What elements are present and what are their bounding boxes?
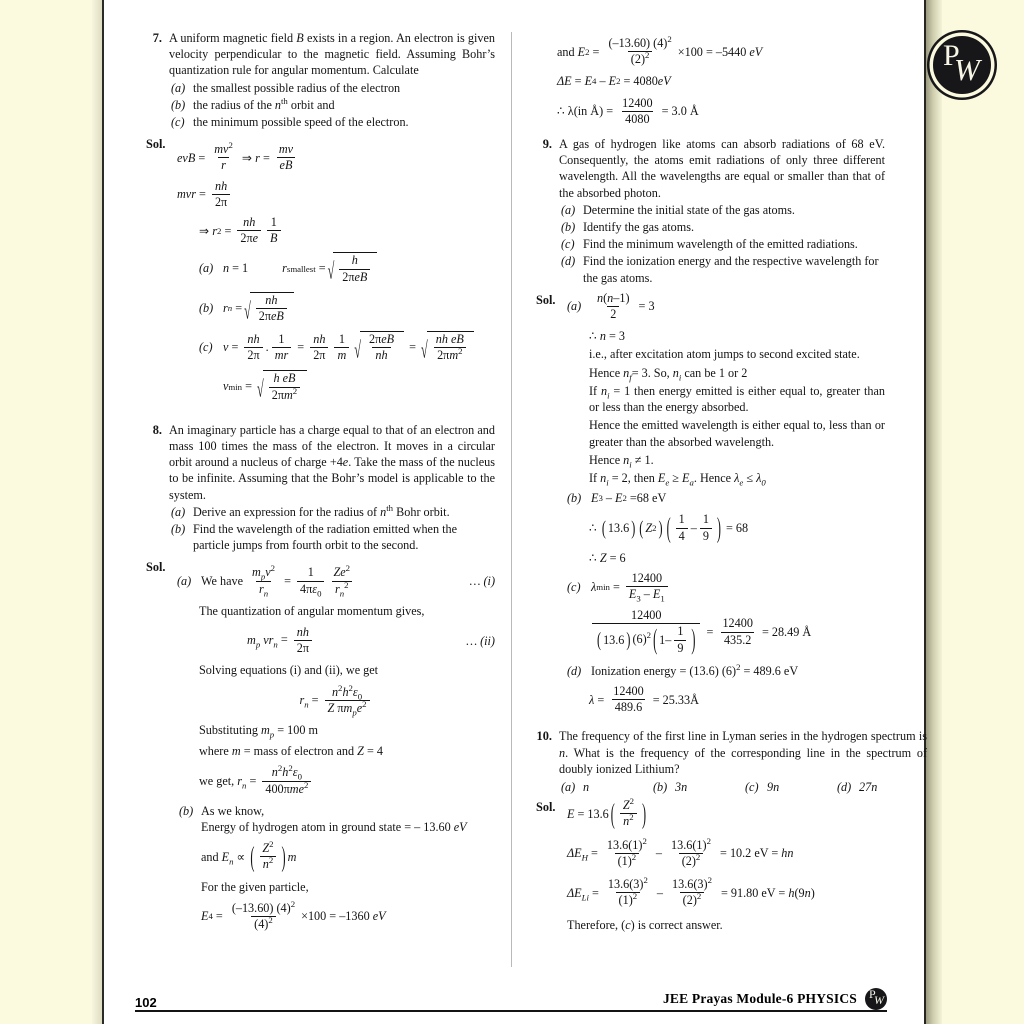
eq-label-b: (b)	[567, 491, 582, 506]
E4-mult: ×100	[301, 909, 327, 924]
eq-tag-ii: … (ii)	[466, 633, 495, 648]
part-label-a: (a)	[171, 80, 186, 95]
part-label-c: (c)	[561, 237, 575, 252]
eq-8-E4: E 4 = $\frac{(-13.60) (4)^2}{(4)^2}$ ×100 = –1360 eV	[201, 898, 386, 931]
part-label-b: (b)	[171, 97, 186, 112]
lambda-result: = 3.0 Å	[661, 104, 699, 119]
footer-brand	[663, 988, 887, 1010]
substituting-text: Substituting $m_p = 100$ m	[199, 722, 318, 740]
left-column	[143, 30, 495, 938]
we-have-text: We have	[201, 574, 243, 589]
question-9-part-b	[559, 219, 885, 235]
option-b-text: 3n	[675, 780, 688, 795]
eq-7-1: evB = $\frac{mv^2}{r}$ ⇒ r = $\frac{mv}{eB}$	[177, 143, 495, 172]
pw-logo	[933, 36, 991, 94]
question-8-text: An imaginary particle has a charge equal to that of an electron and mass 100 times the mass of the electron. It moves in a circular orbit around a nucleus of charge +4e. Take the mass of the nucleus to be infinite. Assuming that the Bohr’s model is applicable to the system.	[169, 422, 495, 502]
ie-text: i.e., after excitation atom jumps to second excited state.	[589, 347, 860, 362]
left-page-shadow	[92, 0, 102, 1024]
option-label-a: (a)	[561, 780, 576, 795]
question-8-part-b	[169, 521, 495, 553]
question-7-part-b	[169, 97, 495, 113]
question-8-number: 8.	[152, 422, 162, 437]
eq-9-c: (c) λ min = $\frac{12400}{E_3 - E_1}$	[567, 572, 885, 601]
question-7-part-a	[169, 80, 495, 96]
option-d-text: 27n	[859, 780, 878, 795]
part-a-text: the smallest possible radius of the electron	[193, 80, 401, 95]
n-eq-text: ∴ n = 3	[589, 329, 625, 344]
question-10	[533, 728, 927, 795]
solution-9	[533, 292, 885, 721]
part-c-text: the minimum possible speed of the electron.	[193, 115, 409, 130]
solution-8-continued	[533, 33, 885, 126]
book-title: JEE Prayas Module-6 PHYSICS	[662, 991, 857, 1006]
part-b-text: the radius of the $n^{th}$ orbit and	[193, 95, 335, 112]
question-7	[143, 30, 495, 130]
question-9-number: 9.	[542, 136, 552, 151]
E2-value: = –5440 eV	[705, 44, 763, 59]
option-label-b: (b)	[653, 780, 668, 795]
eq-7a-n: n	[223, 261, 230, 276]
part-label-c: (c)	[171, 115, 185, 130]
eq-label-a: (a)	[177, 574, 192, 589]
if-ni2-text: If $n_i = 2$, then $E_e \ge E_a$. Hence $\lambda_e \le \lambda_0$	[589, 470, 766, 488]
quantization-text: The quantization of angular momentum gives,	[199, 603, 425, 618]
c-den2: 435.2	[721, 632, 754, 647]
d-result: = 25.33Å	[652, 692, 699, 707]
part-label-b: (b)	[561, 220, 576, 234]
eq-8-ii: $m_p$ $vr_n$ = $\frac{nh}{2\pi}$ … (ii)	[247, 625, 495, 656]
and-text: and	[201, 849, 219, 864]
hence-nf-text: Hence $n_f= 3$. So, $n_i$ can be 1 or 2	[589, 365, 748, 383]
d-ion-text: Ionization energy = (13.6) $(6)^2 = 489.6$ eV	[591, 661, 799, 678]
if-ni1-text: If $n_i = 1$ then energy emitted is either equal to, greater than or less than the energy absorbed.	[589, 383, 885, 415]
part-b-text: Find the wavelength of the radiation emitted when the particle jumps from fourth orbit to the second.	[193, 522, 457, 553]
eq-7-vmin: v min = √ $\frac{\text{h eB}}{2\pi m^2}$	[177, 370, 495, 402]
question-7-part-c	[169, 114, 495, 130]
question-9	[533, 136, 885, 286]
c-num: 12400	[631, 570, 663, 585]
eq-10-EH: $\Delta E_H$ = $\frac{13.6(1)^2}{(1)^2}$ – $\frac{13.6(1)^2}{(2)^2}$ = 10.2 eV = hn	[567, 835, 794, 868]
lambda-den: 4080	[622, 111, 652, 126]
part-label-a: (a)	[171, 504, 186, 519]
part-label-d: (d)	[561, 254, 576, 269]
part-a-text: Determine the initial state of the gas atoms.	[583, 202, 795, 217]
eq-9-b: (b) E 3 – E 2 =68 eV	[567, 491, 667, 506]
question-10-text: The frequency of the first line in Lyman series in the hydrogen spectrum is n. What is the frequency of the corresponding line in the spectrum of doubly ionized Lithium?	[559, 729, 927, 776]
eq-label-a: (a)	[567, 299, 582, 314]
conclusion-text: Therefore, (c) is correct answer.	[567, 918, 723, 933]
eq-tag-i: … (i)	[469, 574, 495, 589]
footer-rule	[135, 1010, 887, 1012]
eq-label-b: (b)	[199, 300, 214, 315]
eq-9b-rhs: = 68	[726, 520, 749, 535]
solution-7-label: Sol.	[146, 137, 166, 152]
d-den: 489.6	[612, 699, 645, 714]
lambda-label: ∴ λ(in Å) =	[557, 104, 614, 119]
solution-8-part-b	[177, 803, 495, 938]
page-number: 102	[135, 995, 157, 1010]
where-text: where m = mass of electron and Z = 4	[199, 744, 384, 759]
hence-ni-text: Hence $n_i \ne 1$.	[589, 452, 654, 470]
hence-emitted-text: Hence the emitted wavelength is either equal to, less than or greater than the absorbed wavelength.	[589, 418, 885, 449]
lambda-num: 12400	[622, 95, 653, 110]
solution-8-label: Sol.	[146, 560, 166, 575]
eq-8-E2: and E 2 = $\frac{(-13.60) (4)^2}{(2)^2}$ ×100 = –5440 eV	[557, 33, 763, 67]
part-label-a: (a)	[561, 202, 576, 217]
question-10-number: 10.	[536, 729, 552, 744]
eq-7-3: ⇒ r 2 = $\frac{nh}{2\pi e}$ $\frac{1}{B}$	[177, 216, 495, 245]
pw-logo-small	[865, 988, 887, 1010]
solution-9-label: Sol.	[536, 292, 556, 307]
and-label: and	[557, 44, 575, 59]
solution-10	[533, 796, 885, 938]
part-label-b: (b)	[179, 803, 194, 818]
pw-logo-w: W	[954, 52, 980, 87]
we-get-text: we get,	[199, 773, 235, 788]
eq-7-b: (b) r n = √ $\frac{nh}{\text{2πeB}}$	[177, 292, 495, 324]
option-label-d: (d)	[837, 780, 852, 795]
eq-9-d	[567, 663, 885, 679]
right-page-shadow	[926, 0, 942, 1024]
part-label-b: (b)	[171, 522, 186, 537]
question-9-part-d	[559, 253, 885, 285]
eq-8-lambda	[557, 97, 885, 126]
c-result: = 28.49 Å	[761, 624, 812, 639]
as-we-know-text: As we know,	[201, 803, 265, 818]
eq-8-i: (a) We have $\frac{m_pv^2}{r_n}$ = $\frac{1}{4\pi\varepsilon_0}$ $\frac{Ze^2}{r_n^2}$ … (i)	[177, 563, 495, 599]
question-8	[143, 422, 495, 554]
eq-10-ELi: $\Delta E_{Li}$ = $\frac{13.6(3)^2}{(1)^2}$ – $\frac{13.6(3)^2}{(2)^2}$ = 91.80 eV = h(9n)	[567, 874, 815, 908]
part-a-text: Derive an expression for the radius of $n^{th}$ Bohr orbit.	[193, 502, 450, 519]
solution-10-label: Sol.	[536, 800, 556, 815]
eq-10-E: E = 13.6 ( $\frac{Z^2}{n^2}$ )	[567, 796, 647, 830]
eq-7-2: mvr = $\frac{nh}{2\pi}$	[177, 180, 495, 209]
option-c-text: 9n	[767, 780, 780, 795]
eq-7-c: (c) v = $\frac{nh}{2\pi}$ . $\frac{1}{mr}$ = $\frac{nh}{2\pi}$ $\frac{1}{m}$ √ $\frac{\text{2πeB}}{nh}$ = √ $\frac{\text{nh eB}}{2\pi m^2}$	[177, 331, 495, 363]
eq-9-z: ∴ Z = 6	[589, 550, 626, 565]
option-a[interactable]	[559, 779, 651, 795]
eq-9-d-lambda: λ = $\frac{12400}{489.6}$ = 25.33Å	[589, 684, 699, 715]
eq-label-c: (c)	[199, 340, 213, 355]
question-9-text: A gas of hydrogen like atoms can absorb radiations of 68 eV. Consequently, the atoms emit radiations of only three different wavelength. All the wavelengths are equal or smaller than that of the absorbed photon.	[559, 136, 885, 200]
d-num: 12400	[613, 684, 644, 699]
for-particle-text: For the given particle,	[201, 879, 309, 894]
eq-8-deltaE: ΔE = E 4 – E 2 = 4080 eV	[557, 74, 671, 89]
pw-logo-small-p: P	[869, 987, 876, 1001]
column-divider	[511, 32, 512, 967]
ground-energy-text: Energy of hydrogen atom in ground state = – 13.60 eV	[201, 819, 467, 834]
option-b[interactable]	[651, 779, 743, 795]
pw-logo-small-w: W	[874, 993, 884, 1007]
right-column	[533, 30, 927, 939]
question-9-part-c	[559, 236, 885, 252]
page-footer	[135, 988, 887, 1010]
eq-label-d: (d)	[567, 663, 582, 678]
solution-7	[143, 136, 495, 409]
eq-9-a: (a) $\frac{n(n-1)}{2}$ = 3	[567, 290, 655, 322]
solving-text: Solving equations (i) and (ii), we get	[199, 663, 379, 678]
eq-8-En: and $E_n$ ∝ ( $\frac{Z^2}{n^2}$ ) m	[201, 839, 297, 873]
part-c-text: Find the minimum wavelength of the emitted radiations.	[583, 237, 858, 252]
ELi-result: = 91.80 eV = h(9n)	[721, 885, 815, 900]
option-c[interactable]	[743, 779, 835, 795]
option-d[interactable]	[835, 779, 927, 795]
question-7-number: 7.	[152, 31, 162, 45]
solution-8	[143, 559, 495, 938]
option-a-text: n	[583, 780, 590, 795]
eq-8-rn-final: we get, $r_n$ = $\frac{n^2h^2\varepsilon_0}{400\pi me^2}$	[177, 766, 495, 795]
question-8-part-a	[169, 504, 495, 520]
eq-label-c: (c)	[567, 579, 581, 594]
E4-value: = –1360 eV	[329, 909, 386, 924]
part-b-text: Identify the gas atoms.	[583, 220, 695, 234]
left-page-edge	[102, 0, 104, 1024]
question-9-part-a	[559, 202, 885, 218]
part-d-text: Find the ionization energy and the respective wavelength for the gas atoms.	[583, 254, 879, 285]
eq-9-b-work: ∴ ( 13.6 ) ( Z 2 ) ( $\frac{1}{4}$ – $\frac{1}{9}$ ) = 68	[589, 511, 749, 544]
E2-mult: ×100	[677, 44, 703, 59]
question-7-text: A uniform magnetic field B exists in a region. An electron is given velocity perpendicular to the magnetic field. Assuming Bohr’s quantization rule for angular momentum. Calculate	[169, 31, 495, 78]
option-label-c: (c)	[745, 780, 759, 795]
question-10-options	[559, 779, 927, 795]
EH-result: = 10.2 eV = hn	[720, 846, 794, 861]
eq-9a-rhs: = 3	[638, 299, 655, 314]
pw-logo-p: P	[943, 39, 960, 72]
eq-7-a: (a) n = 1 r smallest = √ $\frac{h}{\text{2πeB}}$	[177, 252, 495, 284]
eq-8-rn: $r_n$ = $\frac{n^2h^2\varepsilon_0}{Z \pi m_pe^2}$	[177, 686, 495, 715]
eq-label-a: (a)	[199, 261, 214, 276]
eq-9-c-work: 12400 ( 13.6 ) $(6)^2$ ( 1– $\frac{1}{9}$ ) = $\frac{12400}{435.2}$ = 28.49 Å	[567, 609, 885, 655]
